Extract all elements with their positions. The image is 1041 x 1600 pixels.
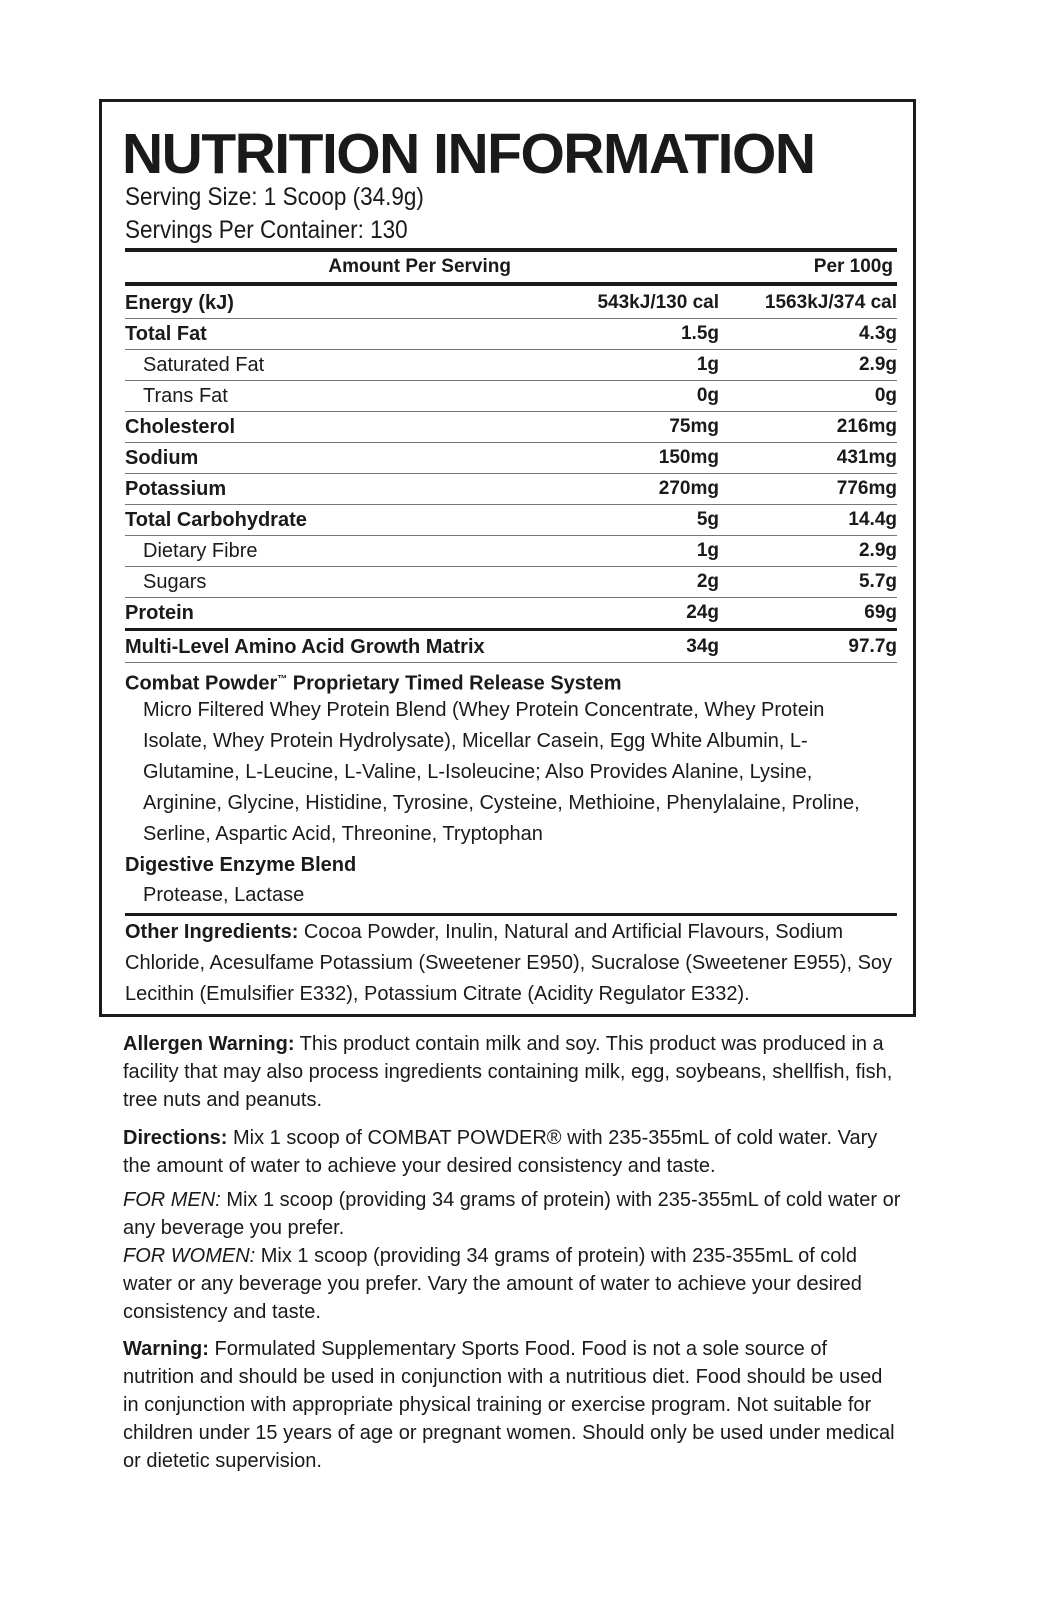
allergen-text: This product contain milk and soy. This product was produced in a facility that may also process ingredients containing milk, egg, soybeans, shellfish, fish, tree nuts and peanuts.	[123, 1033, 893, 1111]
header-bottom-rule	[125, 282, 897, 286]
nutrient-row-cholesterol	[125, 412, 897, 443]
nutrient-per-serving: 2g	[696, 571, 719, 592]
nutrient-name: Multi-Level Amino Acid Growth Matrix	[125, 636, 485, 658]
nutrition-panel	[99, 99, 916, 1017]
nutrient-row-amino-matrix	[125, 632, 897, 663]
nutrient-name: Trans Fat	[143, 385, 228, 407]
other-ingredients-label: Other Ingredients:	[125, 921, 299, 943]
directions-label: Directions:	[123, 1127, 228, 1149]
nutrient-name: Dietary Fibre	[143, 540, 258, 562]
nutrient-per-100g: 69g	[864, 602, 897, 623]
nutrient-per-serving: 1.5g	[680, 323, 719, 344]
nutrient-per-serving: 0g	[696, 385, 719, 406]
nutrient-per-100g: 5.7g	[858, 571, 897, 592]
combat-powder-ingredients: Micro Filtered Whey Protein Blend (Whey Protein Concentrate, Whey Protein Isolate, Whey Protein Hydrolysate), Micellar Casein, Egg White Albumin, L-Glutamine, L-Leucine, L-Valine, L-Isoleucine; Also Provides Alanine, Lysine, Arginine, Glycine, Histidine, Tyrosine, Cysteine, Methioine, Phenylalaine, Proline, Serline, Aspartic Acid, Threonine, Tryptophan	[143, 699, 860, 845]
nutrient-row-dietary-fibre	[125, 536, 897, 567]
nutrient-per-serving: 543kJ/130 cal	[597, 292, 719, 313]
nutrient-per-100g: 2.9g	[858, 540, 897, 561]
nutrient-name: Sodium	[125, 447, 199, 469]
nutrient-row-total-carbohydrate	[125, 505, 897, 536]
warning	[123, 1335, 903, 1475]
nutrient-name: Protein	[125, 602, 194, 624]
nutrient-per-serving: 150mg	[658, 447, 719, 468]
col-header-per-100g: Per 100g	[813, 256, 893, 277]
nutrient-per-100g: 1563kJ/374 cal	[764, 292, 897, 313]
nutrient-per-100g: 216mg	[836, 416, 897, 437]
nutrient-row-sodium	[125, 443, 897, 474]
men-label: FOR MEN:	[123, 1189, 221, 1211]
nutrient-per-serving: 1g	[696, 540, 719, 561]
matrix-top-rule	[125, 628, 897, 631]
nutrient-per-100g: 2.9g	[858, 354, 897, 375]
men-text: Mix 1 scoop (providing 34 grams of protein) with 235-355mL of cold water or any beverage you prefer.	[123, 1189, 901, 1239]
nutrient-name: Potassium	[125, 478, 227, 500]
allergen-warning	[123, 1030, 903, 1114]
panel-title: NUTRITION INFORMATION	[122, 122, 815, 186]
enzyme-blend-title: Digestive Enzyme Blend	[125, 854, 357, 876]
nutrient-per-100g: 14.4g	[848, 509, 897, 530]
header-top-rule	[125, 248, 897, 252]
nutrient-row-trans-fat	[125, 381, 897, 412]
nutrient-per-100g: 0g	[874, 385, 897, 406]
warning-text: Formulated Supplementary Sports Food. Food is not a sole source of nutrition and should be used in conjunction with a nutritious diet. Food should be used in conjunction with appropriate physical training or exercise program. Not suitable for children under 15 years of age or pregnant women. Should only be used under medical or dietetic supervision.	[123, 1338, 895, 1472]
women-text: Mix 1 scoop (providing 34 grams of protein) with 235-355mL of cold water or any beverage you prefer. Vary the amount of water to achieve your desired consistency and taste.	[123, 1245, 862, 1323]
nutrient-per-serving: 34g	[686, 636, 719, 657]
nutrient-per-100g: 97.7g	[848, 636, 897, 657]
other-ingredients	[125, 917, 897, 1010]
women-label: FOR WOMEN:	[123, 1245, 256, 1267]
nutrient-name: Saturated Fat	[143, 354, 265, 376]
allergen-label: Allergen Warning:	[123, 1033, 295, 1055]
nutrient-name: Total Fat	[125, 323, 207, 345]
combat-powder-title: Combat Powder™ Proprietary Timed Release System	[125, 672, 622, 695]
nutrient-row-energy	[125, 288, 897, 319]
nutrient-per-100g: 4.3g	[858, 323, 897, 344]
directions	[123, 1124, 903, 1180]
row-divider	[125, 662, 897, 663]
nutrient-per-serving: 270mg	[658, 478, 719, 499]
nutrient-per-serving: 75mg	[669, 416, 719, 437]
directions-text: Mix 1 scoop of COMBAT POWDER® with 235-355mL of cold water. Vary the amount of water to achieve your desired consistency and taste.	[123, 1127, 878, 1177]
warning-label: Warning:	[123, 1338, 209, 1360]
nutrient-name: Sugars	[143, 571, 207, 593]
trademark-symbol: ™	[277, 674, 288, 685]
nutrient-row-sugars	[125, 567, 897, 598]
servings-per-container: Servings Per Container: 130	[125, 216, 408, 244]
nutrient-per-serving: 1g	[696, 354, 719, 375]
enzyme-blend-ingredients: Protease, Lactase	[143, 884, 305, 906]
nutrient-per-serving: 5g	[696, 509, 719, 530]
directions-women	[123, 1242, 903, 1326]
nutrient-row-saturated-fat	[125, 350, 897, 381]
serving-size: Serving Size: 1 Scoop (34.9g)	[125, 183, 424, 211]
nutrient-name: Cholesterol	[125, 416, 236, 438]
col-header-per-serving: Amount Per Serving	[328, 256, 511, 277]
nutrient-per-100g: 431mg	[836, 447, 897, 468]
nutrient-row-total-fat	[125, 319, 897, 350]
nutrient-name: Total Carbohydrate	[125, 509, 307, 531]
other-ingredients-rule	[125, 913, 897, 916]
nutrient-row-protein	[125, 598, 897, 629]
nutrient-name: Energy (kJ)	[125, 292, 234, 314]
other-ingredients-text: Cocoa Powder, Inulin, Natural and Artificial Flavours, Sodium Chloride, Acesulfame Potassium (Sweetener E950), Sucralose (Sweetener E955), Soy Lecithin (Emulsifier E332), Potassium Citrate (Acidity Regulator E332).	[125, 921, 893, 1005]
directions-men	[123, 1186, 903, 1242]
nutrient-row-potassium	[125, 474, 897, 505]
nutrient-per-100g: 776mg	[836, 478, 897, 499]
nutrient-per-serving: 24g	[686, 602, 719, 623]
